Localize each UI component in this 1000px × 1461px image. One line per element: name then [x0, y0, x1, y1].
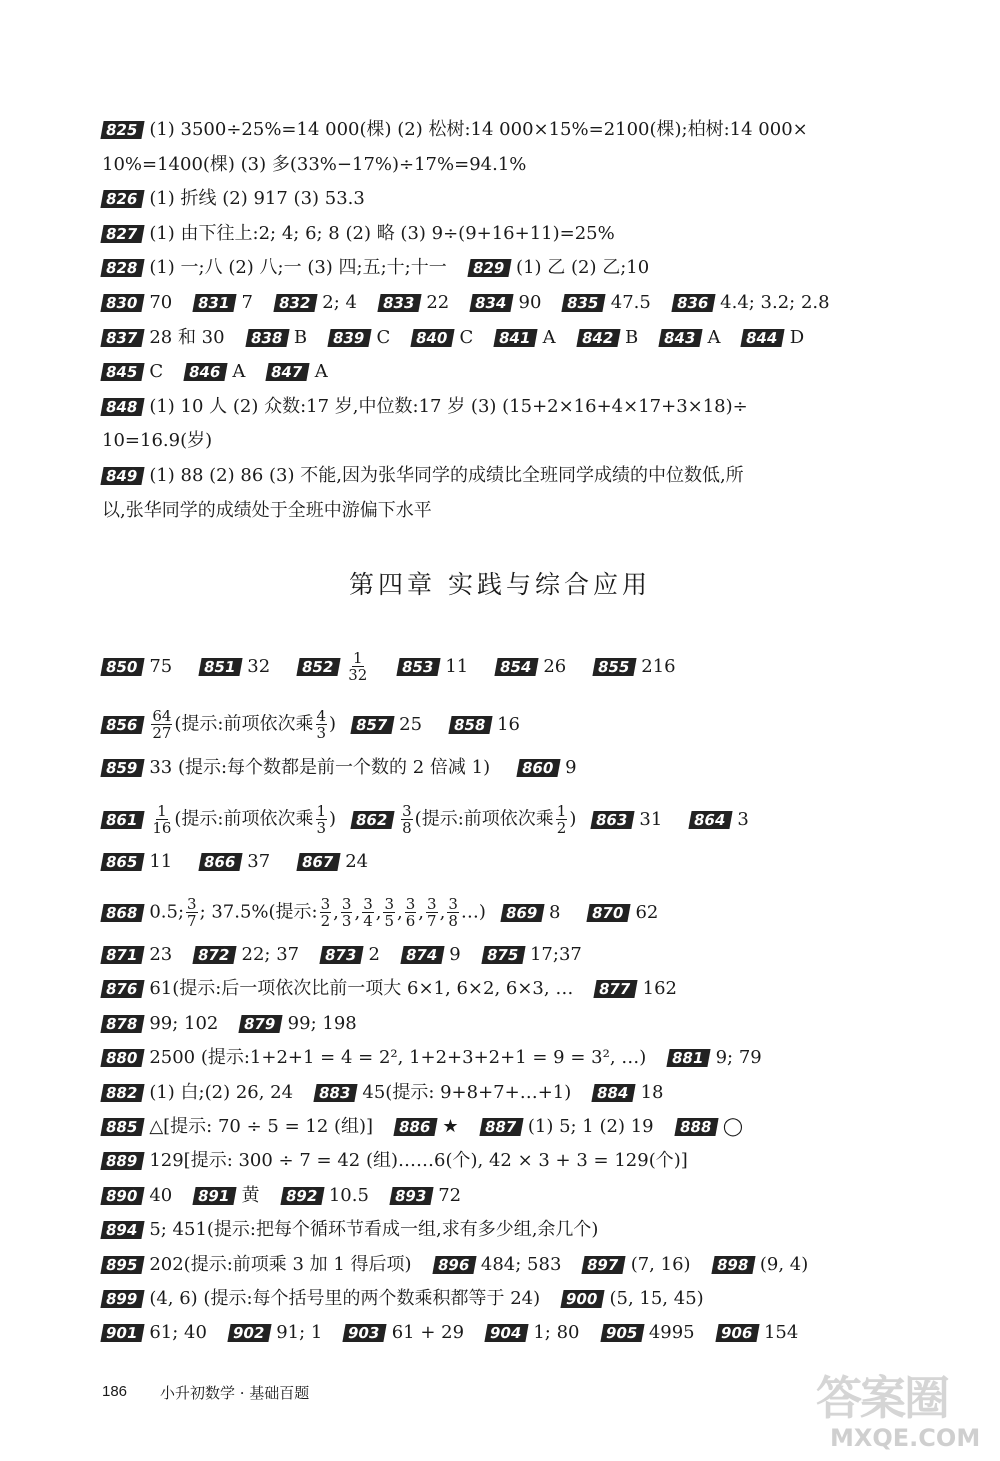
question-number: 838: [245, 329, 289, 347]
answer-line: [102, 1321, 922, 1345]
question-number: 848: [100, 398, 144, 416]
answer-text: 202(提示:前项乘 3 加 1 得后项): [149, 1253, 412, 1275]
answer-item: [102, 1287, 540, 1311]
answer-item: [481, 1115, 654, 1139]
answer-text: 9; 79: [715, 1047, 762, 1069]
answer-item: [194, 943, 299, 967]
answer-text: 18: [640, 1081, 664, 1103]
answer-text: 2; 4: [322, 292, 357, 313]
question-number: 892: [280, 1187, 324, 1205]
answer-text: A: [707, 326, 721, 348]
answer-line: [102, 118, 922, 142]
answer-text: 1; 80: [533, 1322, 580, 1344]
question-number: 856: [100, 716, 144, 734]
answer-text: 2: [368, 944, 380, 965]
question-number: 857: [350, 716, 394, 734]
question-number: 826: [100, 190, 144, 208]
answer-text: C: [459, 326, 474, 348]
watermark-text: 答案圈: [816, 1371, 948, 1425]
question-number: 847: [266, 363, 310, 381]
question-number: 861: [100, 811, 144, 829]
answer-text: 10=16.9(岁): [102, 430, 213, 452]
answer-text: 75: [149, 655, 173, 677]
question-number: 875: [481, 946, 525, 964]
answer-item: [102, 360, 163, 384]
answer-line: [102, 1218, 922, 1242]
question-number: 878: [100, 1015, 144, 1033]
answer-item: [102, 1149, 688, 1173]
answer-item: [578, 326, 639, 350]
answer-text: 11: [445, 655, 469, 677]
answer-item: [563, 291, 650, 315]
answer-item: [495, 326, 555, 350]
hint-fraction-sequence: $\frac{3}{2}$ , $\frac{3}{3}$ , $\frac{3}{4}$ , $\frac{3}{5}$ , $\frac{3}{6}$ , $\frac{3}{7}$ , $\frac{3}{8}$: [320, 895, 458, 930]
answer-line: [102, 1149, 922, 1173]
fraction: $\frac{64}{27}$: [152, 707, 172, 742]
answer-text: 24: [345, 851, 369, 872]
answer-text: 47.5: [610, 292, 651, 313]
answer-item: [102, 153, 526, 177]
answer-text: (1) 10 人 (2) 众数:17 岁,中位数:17 岁 (3) (15+2×16+4×17+3×18)÷: [149, 395, 748, 417]
answer-text: (4, 6) (提示:每个括号里的两个数乘积都等于 24): [149, 1288, 541, 1309]
answer-line: [102, 256, 922, 280]
answer-line: [102, 429, 922, 453]
answer-text: 16: [497, 713, 520, 735]
answer-item: [402, 943, 461, 967]
answer-item: [673, 291, 830, 315]
question-number: 901: [100, 1324, 144, 1342]
chapter-title: 第四章 实践与综合应用: [349, 570, 651, 599]
answer-text: …): [460, 901, 486, 923]
answer-item: [391, 1184, 461, 1208]
answer-line: [102, 1253, 922, 1277]
fraction: $\frac{1}{3}$: [316, 802, 327, 837]
answer-text: ; 37.5%(提示:: [199, 901, 318, 923]
question-number: 849: [100, 467, 144, 485]
answer-text: 70: [149, 292, 173, 313]
answer-text: 61(提示:后一项依次比前一项大 6×1, 6×2, 6×3, …: [149, 978, 574, 1000]
answer-item: [102, 1184, 172, 1208]
answer-text: A: [232, 361, 246, 383]
answer-text: 23: [149, 944, 173, 965]
answer-text: 0.5;: [149, 901, 185, 923]
answer-item: [185, 360, 245, 384]
answer-line: [102, 650, 922, 683]
answer-text: 9: [565, 757, 577, 778]
question-number: 883: [313, 1084, 357, 1102]
answer-item: [282, 1184, 369, 1208]
fraction: $\frac{1}{2}$: [556, 802, 567, 837]
answer-text: ★: [442, 1116, 459, 1137]
answer-text: 45(提示: 9+8+7+…+1): [362, 1081, 572, 1103]
answer-item: [102, 1012, 218, 1036]
question-number: 893: [389, 1187, 433, 1205]
question-number: 855: [592, 658, 636, 676]
answer-line: [102, 943, 922, 967]
answer-line: [102, 756, 922, 780]
answer-item: [240, 1012, 356, 1036]
answer-item: [593, 1081, 663, 1105]
answer-text: (1) 3500÷25%=14 000(棵) (2) 松树:14 000×15%=2100(棵);柏树:14 000×: [149, 119, 808, 140]
answer-text: (1) 白;(2) 26, 24: [149, 1081, 294, 1103]
answer-text: 154: [763, 1322, 799, 1344]
answer-line: [102, 1012, 922, 1036]
answer-text: ◯: [722, 1116, 744, 1137]
answer-text: (5, 15, 45): [609, 1288, 704, 1309]
question-number: 897: [582, 1256, 626, 1274]
answer-text: C: [149, 361, 164, 383]
question-number: 852: [296, 658, 340, 676]
answer-line: [102, 1081, 922, 1105]
question-number: 837: [100, 329, 144, 347]
answer-line: [102, 222, 922, 246]
answer-item: [102, 256, 447, 280]
question-number: 903: [343, 1324, 387, 1342]
question-number: 867: [296, 853, 340, 871]
answer-item: [660, 326, 720, 350]
fraction: $\frac{4}{3}$: [316, 707, 327, 742]
answer-line: [102, 1287, 922, 1311]
question-number: 863: [590, 811, 634, 829]
fraction: $\frac{3}{6}$: [405, 895, 416, 930]
fraction: $\frac{3}{7}$: [187, 895, 197, 930]
answer-item: [229, 1321, 322, 1345]
answer-item: [717, 1321, 799, 1345]
answer-item: [668, 1046, 761, 1070]
question-number: 888: [674, 1118, 718, 1136]
question-number: 877: [594, 980, 638, 998]
fraction: $\frac{3}{7}$: [427, 895, 437, 930]
question-number: 854: [494, 658, 538, 676]
fraction: $\frac{3}{4}$: [363, 895, 373, 930]
answer-item: [102, 291, 172, 315]
question-number: 844: [741, 329, 785, 347]
answer-item: [471, 291, 541, 315]
question-number: 885: [100, 1118, 144, 1136]
answer-text: 以,张华同学的成绩处于全班中游偏下水平: [102, 499, 432, 521]
question-number: 900: [561, 1290, 605, 1308]
answer-line: [102, 464, 922, 488]
answer-text: ): [329, 808, 337, 830]
question-number: 881: [667, 1049, 711, 1067]
answer-text: 484; 583: [480, 1253, 562, 1275]
question-number: 829: [467, 259, 511, 277]
answer-item: [583, 1253, 690, 1277]
answer-text: 33 (提示:每个数都是前一个数的 2 倍减 1): [149, 757, 491, 778]
question-number: 869: [500, 904, 544, 922]
question-number: 859: [100, 759, 144, 777]
question-number: 845: [100, 363, 144, 381]
question-number: 864: [688, 811, 732, 829]
fraction: $\frac{3}{2}$: [320, 895, 331, 930]
watermark-logo: [816, 1372, 996, 1458]
answer-text: D: [789, 326, 805, 348]
question-number: 833: [377, 294, 421, 312]
answer-text: A: [542, 326, 556, 348]
answer-text: 2500 (提示:1+2+1 = 4 = 2², 1+2+3+2+1 = 9 = 3², …): [149, 1047, 647, 1069]
answer-item: [102, 943, 172, 967]
answer-text: C: [376, 326, 391, 348]
answer-text: 7: [241, 292, 253, 313]
question-number: 860: [516, 759, 560, 777]
question-number: 866: [198, 853, 242, 871]
answer-item: [602, 1321, 695, 1345]
question-number: 865: [100, 853, 144, 871]
answer-text: 129[提示: 300 ÷ 7 = 42 (组)……6(个), 42 × 3 + 3 = 129(个)]: [149, 1150, 688, 1172]
question-number: 831: [193, 294, 237, 312]
answer-item: [329, 326, 390, 350]
answer-item: [412, 326, 473, 350]
answer-text: 4995: [648, 1322, 695, 1344]
answer-item: [742, 326, 804, 350]
answer-text: △[提示: 70 ÷ 5 = 12 (组)]: [149, 1116, 374, 1137]
question-number: 835: [562, 294, 606, 312]
answer-item: [102, 118, 808, 142]
question-number: 834: [470, 294, 514, 312]
fraction: $\frac{3}{3}$: [341, 895, 352, 930]
answer-item: [102, 429, 212, 453]
answer-item: [486, 1321, 579, 1345]
answer-item: [194, 291, 253, 315]
question-number: 868: [100, 904, 144, 922]
answer-item: [713, 1253, 809, 1277]
question-number: 830: [100, 294, 144, 312]
answer-text: (1) 折线 (2) 917 (3) 53.3: [149, 188, 365, 210]
answer-text: 91; 1: [276, 1322, 323, 1344]
answer-line: [102, 153, 922, 177]
answer-item: [676, 1115, 743, 1139]
question-number: 841: [494, 329, 538, 347]
answer-item: [275, 291, 357, 315]
answer-text: (1) 一;八 (2) 八;一 (3) 四;五;十;十一: [149, 257, 447, 279]
answer-line: [102, 395, 922, 419]
answer-text: 10.5: [328, 1184, 369, 1206]
answer-item: [102, 1115, 373, 1139]
answer-text: B: [293, 326, 308, 348]
question-number: 842: [576, 329, 620, 347]
fraction: $\frac{1}{32}$: [348, 649, 368, 684]
fraction: $\frac{3}{8}$: [402, 802, 412, 837]
answer-text: 162: [642, 978, 677, 1000]
answer-line: [102, 896, 922, 929]
answer-line: [102, 187, 922, 211]
question-number: 905: [600, 1324, 644, 1342]
answer-text: 17;37: [529, 944, 582, 965]
answer-item: [102, 1218, 598, 1242]
answer-text: 9: [449, 944, 461, 965]
question-number: 874: [400, 946, 444, 964]
question-number: 850: [100, 658, 144, 676]
question-number: 851: [198, 658, 242, 676]
answer-text: 22: [426, 292, 450, 313]
question-number: 880: [100, 1049, 144, 1067]
answer-item: [102, 1253, 412, 1277]
question-number: 836: [671, 294, 715, 312]
answer-line: [102, 977, 922, 1001]
answer-item: [102, 187, 365, 211]
question-number: 876: [100, 980, 144, 998]
question-number: 870: [587, 904, 631, 922]
answer-text: 72: [438, 1184, 462, 1206]
answer-text: 22; 37: [241, 944, 300, 965]
answer-text: 10%=1400(棵) (3) 多(33%−17%)÷17%=94.1%: [102, 153, 527, 175]
answer-line: [102, 326, 922, 350]
answer-item: [434, 1253, 562, 1277]
question-number: 895: [100, 1256, 144, 1274]
question-number: 902: [227, 1324, 271, 1342]
question-number: 899: [100, 1290, 144, 1308]
answer-text: 黄: [241, 1184, 260, 1206]
answer-text: 26: [543, 655, 567, 677]
answer-item: [379, 291, 449, 315]
question-number: 873: [320, 946, 364, 964]
answer-text: 99; 102: [149, 1012, 219, 1034]
answer-text: (1) 乙 (2) 乙;10: [516, 257, 650, 279]
answer-item: [562, 1287, 704, 1311]
answer-text: (7, 16): [630, 1253, 691, 1275]
answer-text: ): [329, 713, 337, 735]
answer-line: [102, 1115, 922, 1139]
answer-item: [247, 326, 308, 350]
answer-line: [102, 1184, 922, 1208]
fraction: $\frac{3}{8}$: [448, 895, 458, 930]
question-number: 906: [715, 1324, 759, 1342]
answer-item: [315, 1081, 571, 1105]
answer-text: B: [624, 326, 639, 348]
question-number: 840: [411, 329, 455, 347]
question-number: 879: [239, 1015, 283, 1033]
question-number: 832: [273, 294, 317, 312]
question-number: 871: [100, 946, 144, 964]
answer-text: 25: [399, 713, 423, 735]
answer-line: [102, 803, 922, 836]
answer-text: 3: [737, 808, 749, 830]
question-number: 891: [193, 1187, 237, 1205]
answer-item: [344, 1321, 464, 1345]
answer-text: 90: [518, 292, 542, 313]
answer-item: [267, 360, 327, 384]
answer-item: [483, 943, 582, 967]
question-number: 843: [659, 329, 703, 347]
fraction: $\frac{1}{16}$: [152, 802, 172, 837]
answer-item: [102, 464, 744, 488]
fraction: $\frac{3}{5}$: [384, 895, 395, 930]
question-number: 839: [328, 329, 372, 347]
answer-text: 11: [149, 851, 173, 872]
question-number: 896: [432, 1256, 476, 1274]
question-number: 886: [393, 1118, 437, 1136]
answer-text: 61 + 29: [391, 1322, 465, 1344]
answer-item: [102, 395, 748, 419]
question-number: 889: [100, 1152, 144, 1170]
answer-text: (1) 由下往上:2; 4; 6; 8 (2) 略 (3) 9÷(9+16+11)=25%: [149, 222, 615, 244]
answer-item: [102, 326, 225, 350]
answer-item: [321, 943, 380, 967]
question-number: 887: [479, 1118, 523, 1136]
answer-text: (提示:前项依次乘: [174, 808, 314, 830]
question-number: 846: [184, 363, 228, 381]
answer-text: (1) 5; 1 (2) 19: [527, 1116, 654, 1137]
answer-item: [102, 222, 615, 246]
answer-line: [102, 708, 922, 741]
page-number: 186: [102, 1383, 128, 1400]
question-number: 890: [100, 1187, 144, 1205]
answer-text: 216: [641, 655, 676, 677]
question-number: 872: [193, 946, 237, 964]
answer-item: [194, 1184, 259, 1208]
answer-item: [102, 1081, 293, 1105]
answer-text: 31: [639, 808, 663, 830]
answer-line: [102, 850, 922, 874]
answer-line: [102, 291, 922, 315]
answer-text: 62: [635, 901, 659, 923]
answer-item: [102, 1321, 207, 1345]
question-number: 858: [448, 716, 492, 734]
answer-item: [102, 1046, 646, 1070]
answer-item: [595, 977, 677, 1001]
question-number: 827: [100, 225, 144, 243]
question-number: 828: [100, 259, 144, 277]
answer-line: [102, 1046, 922, 1070]
answer-line: [102, 360, 922, 384]
question-number: 884: [592, 1084, 636, 1102]
question-number: 825: [100, 121, 144, 139]
answer-text: 8: [548, 901, 561, 923]
question-number: 894: [100, 1221, 144, 1239]
answer-text: 32: [247, 655, 271, 677]
answer-item: [102, 499, 432, 523]
answer-item: [102, 977, 573, 1001]
question-number: 882: [100, 1084, 144, 1102]
answer-text: 61; 40: [149, 1322, 207, 1344]
question-number: 853: [396, 658, 440, 676]
answer-text: (1) 88 (2) 86 (3) 不能,因为张华同学的成绩比全班同学成绩的中位数低,所: [149, 465, 744, 486]
answer-text: 37: [247, 851, 271, 872]
question-number: 898: [711, 1256, 755, 1274]
answer-text: ): [569, 808, 577, 830]
answer-text: (提示:前项依次乘: [174, 713, 314, 735]
book-title: 小升初数学 · 基础百题: [160, 1384, 310, 1402]
question-number: 904: [484, 1324, 528, 1342]
answer-line: [102, 499, 922, 523]
answer-text: (9, 4): [759, 1253, 809, 1275]
answer-text: 4.4; 3.2; 2.8: [720, 292, 830, 313]
answer-text: (提示:前项依次乘: [414, 808, 554, 830]
answer-item: [469, 256, 649, 280]
answer-text: 40: [149, 1184, 173, 1206]
answer-text: 28 和 30: [149, 326, 225, 348]
question-number: 862: [350, 811, 394, 829]
answer-text: A: [314, 361, 328, 383]
answer-text: 5; 451(提示:把每个循环节看成一组,求有多少组,余几个): [149, 1219, 599, 1241]
answer-text: 99; 198: [287, 1012, 357, 1034]
watermark-url: MXQE.COM: [830, 1424, 981, 1452]
answer-item: [395, 1115, 458, 1139]
